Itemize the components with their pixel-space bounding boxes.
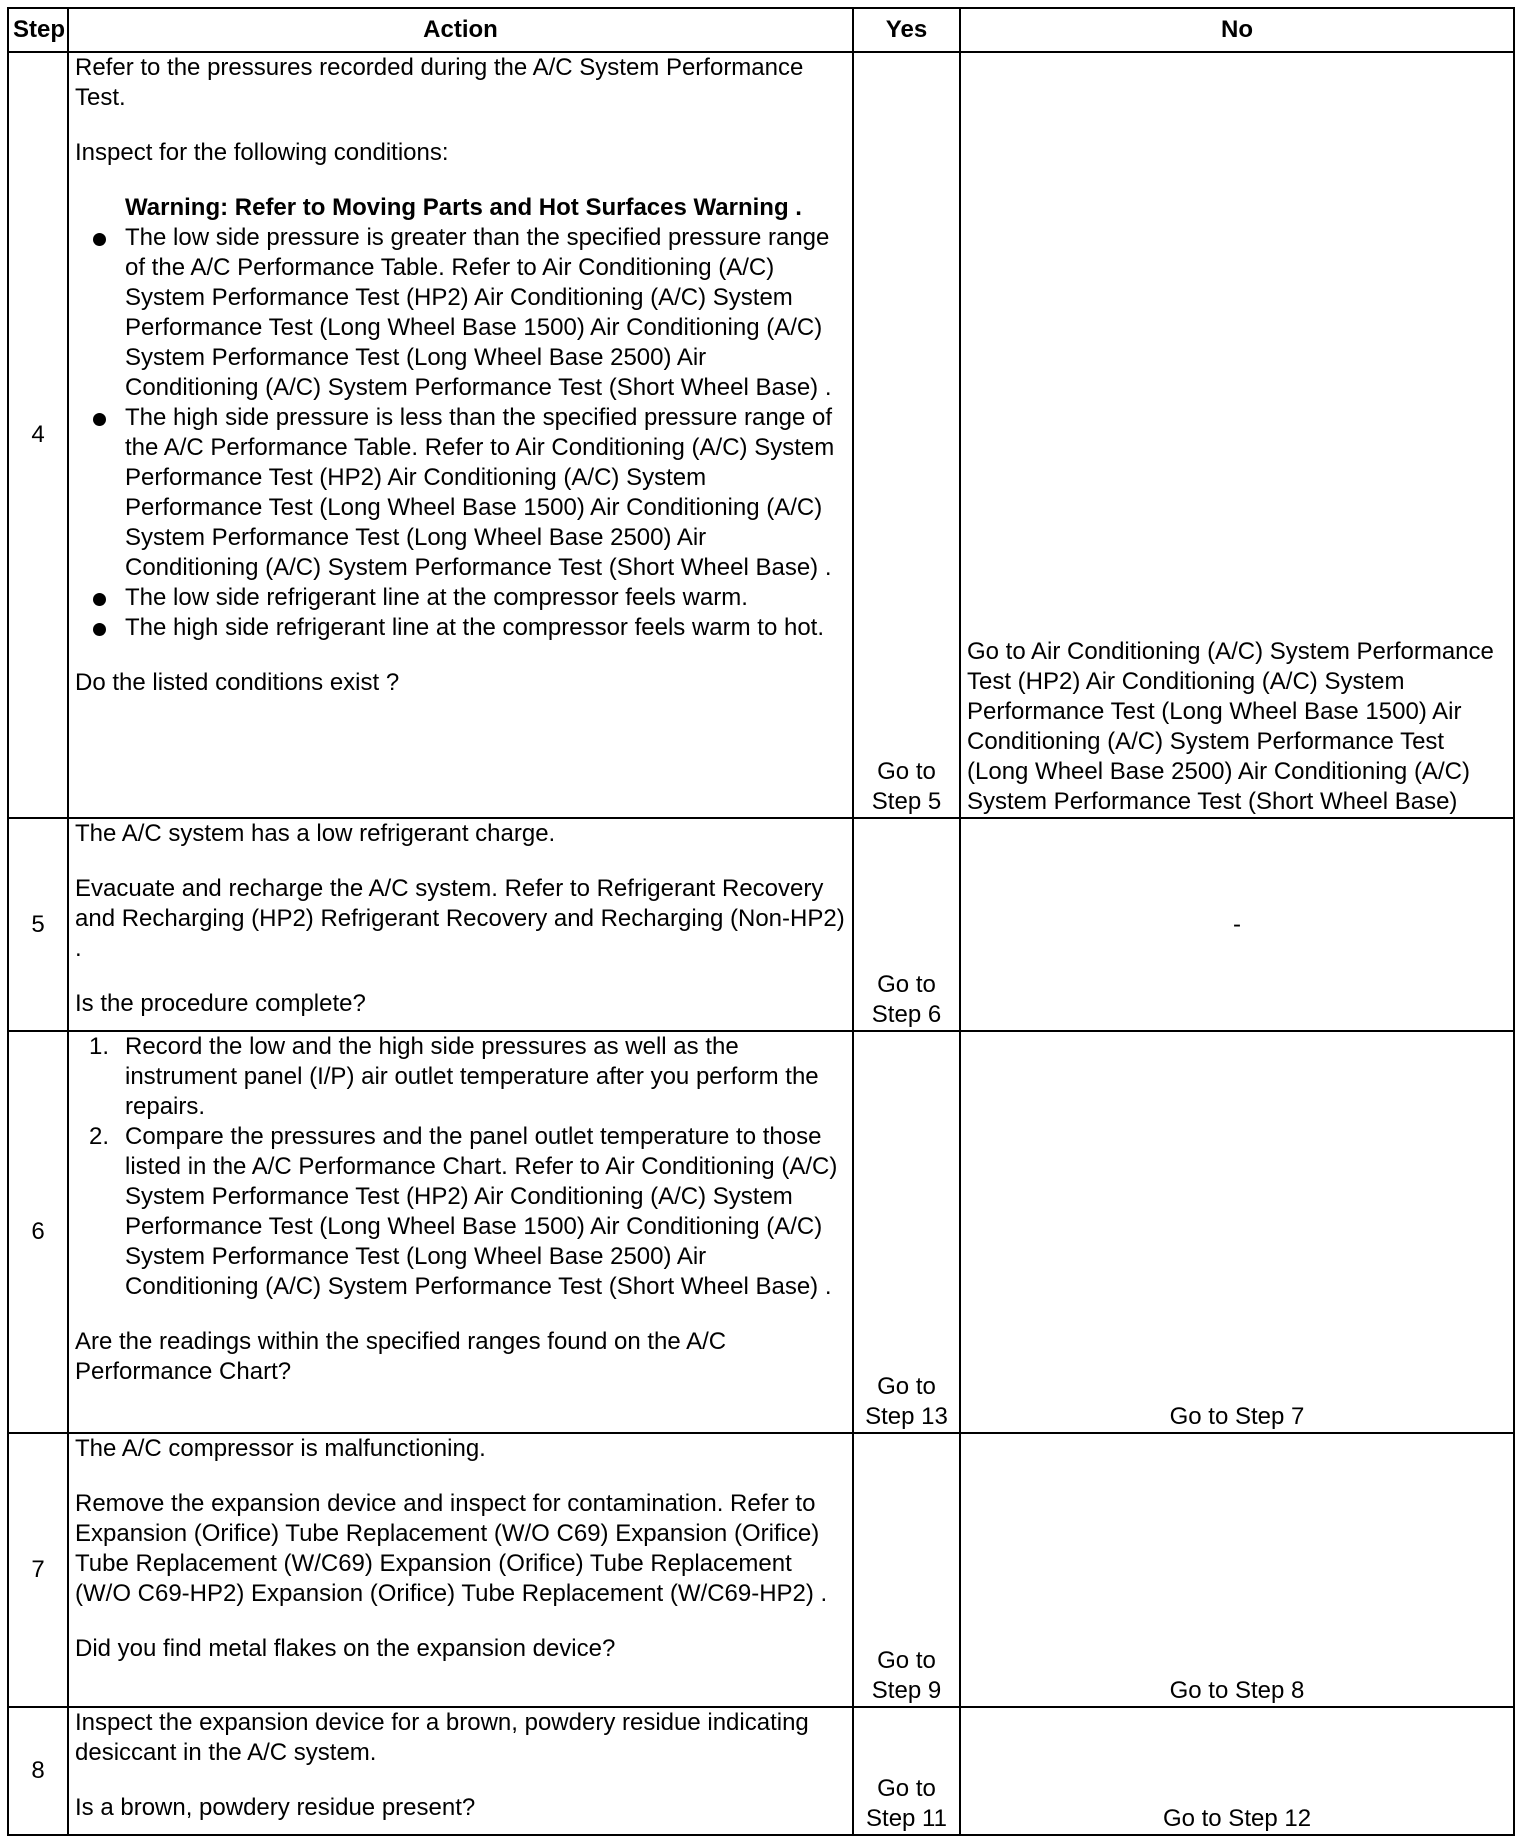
no-cell: -	[960, 818, 1514, 1031]
list-item	[75, 1122, 846, 1302]
step-number: 8	[8, 1707, 68, 1835]
header-no: No	[960, 8, 1514, 52]
list-item-text: The high side refrigerant line at the compressor feels warm to hot.	[125, 614, 824, 641]
no-cell: Go to Step 7	[960, 1031, 1514, 1433]
step-number: 4	[8, 52, 68, 818]
list-item	[75, 583, 846, 613]
list-item-number: 2.	[89, 1123, 110, 1150]
action-cell	[68, 1707, 853, 1835]
action-inspect: Inspect for the following conditions:	[75, 139, 449, 166]
list-item	[75, 1032, 846, 1122]
list-item-text: The low side pressure is greater than the specified pressure range of the A/C Performance Table. Refer to Air Conditioning (A/C) System Performance Test (HP2) Air Conditioning (A/C) System Performance Test (Long Wheel Base 1500) Air Conditioning (A/C) System Performance Test (Long Wheel Base 2500) Air Conditioning (A/C) System Performance Test (Short Wheel Base) .	[125, 224, 832, 401]
action-question: Did you find metal flakes on the expansion device?	[75, 1635, 616, 1662]
table-row	[8, 52, 1514, 818]
bullet-icon	[93, 413, 106, 426]
condition-list	[75, 223, 846, 643]
bullet-icon	[93, 623, 106, 636]
action-cell	[68, 818, 853, 1031]
table-row	[8, 818, 1514, 1031]
header-yes: Yes	[853, 8, 960, 52]
table-row	[8, 1031, 1514, 1433]
action-question: Are the readings within the specified ranges found on the A/C Performance Chart?	[75, 1328, 727, 1385]
list-item-text: Compare the pressures and the panel outlet temperature to those listed in the A/C Performance Chart. Refer to Air Conditioning (A/C) System Performance Test (HP2) Air Conditioning (A/C) System Performance Test (Long Wheel Base 1500) Air Conditioning (A/C) System Performance Test (Long Wheel Base 2500) Air Conditioning (A/C) System Performance Test (Short Wheel Base) .	[125, 1123, 838, 1300]
header-action: Action	[68, 8, 853, 52]
list-item-text: The low side refrigerant line at the compressor feels warm.	[125, 584, 748, 611]
list-item	[75, 403, 846, 583]
action-question: Do the listed conditions exist ?	[75, 669, 400, 696]
no-cell: Go to Step 8	[960, 1433, 1514, 1707]
table-row	[8, 1433, 1514, 1707]
yes-cell: Go to Step 13	[853, 1031, 960, 1433]
yes-cell: Go to Step 9	[853, 1433, 960, 1707]
header-row	[8, 8, 1514, 52]
header-step: Step	[8, 8, 68, 52]
yes-cell: Go to Step 11	[853, 1707, 960, 1835]
action-intro: Inspect the expansion device for a brown, powdery residue indicating desiccant in the A/C system.	[75, 1709, 809, 1766]
yes-cell: Go to Step 5	[853, 52, 960, 818]
yes-cell: Go to Step 6	[853, 818, 960, 1031]
bullet-icon	[93, 593, 106, 606]
procedure-list	[75, 1032, 846, 1302]
bullet-icon	[93, 233, 106, 246]
table-row	[8, 1707, 1514, 1835]
action-cell	[68, 1433, 853, 1707]
action-body: Remove the expansion device and inspect for contamination. Refer to Expansion (Orifice) Tube Replacement (W/O C69) Expansion (Orifice) Tube Replacement (W/C69) Expansion (Orifice) Tube Replacement (W/O C69-HP2) Expansion (Orifice) Tube Replacement (W/C69-HP2) .	[75, 1490, 828, 1607]
no-cell: Go to Step 12	[960, 1707, 1514, 1835]
action-body: Evacuate and recharge the A/C system. Refer to Refrigerant Recovery and Recharging (HP2) Refrigerant Recovery and Recharging (Non-HP2) .	[75, 875, 845, 962]
warning-text: Warning: Refer to Moving Parts and Hot Surfaces Warning .	[125, 194, 802, 221]
list-item	[75, 223, 846, 403]
action-cell	[68, 1031, 853, 1433]
action-intro: Refer to the pressures recorded during the A/C System Performance Test.	[75, 54, 804, 111]
no-cell: Go to Air Conditioning (A/C) System Performance Test (HP2) Air Conditioning (A/C) System Performance Test (Long Wheel Base 1500) Air Conditioning (A/C) System Performance Test (Long Wheel Base 2500) Air Conditioning (A/C) System Performance Test (Short Wheel Base)	[960, 52, 1514, 818]
list-item-text: Record the low and the high side pressures as well as the instrument panel (I/P) air outlet temperature after you perform the repairs.	[125, 1033, 819, 1120]
list-item-text: The high side pressure is less than the specified pressure range of the A/C Performance Table. Refer to Air Conditioning (A/C) System Performance Test (HP2) Air Conditioning (A/C) System Performance Test (Long Wheel Base 1500) Air Conditioning (A/C) System Performance Test (Long Wheel Base 2500) Air Conditioning (A/C) System Performance Test (Short Wheel Base) .	[125, 404, 835, 581]
action-cell	[68, 52, 853, 818]
action-question: Is the procedure complete?	[75, 990, 366, 1017]
step-number: 7	[8, 1433, 68, 1707]
diagnostic-table	[7, 7, 1515, 1836]
action-intro: The A/C compressor is malfunctioning.	[75, 1435, 486, 1462]
step-number: 5	[8, 818, 68, 1031]
action-question: Is a brown, powdery residue present?	[75, 1794, 476, 1821]
list-item	[75, 613, 846, 643]
action-intro: The A/C system has a low refrigerant charge.	[75, 820, 556, 847]
list-item-number: 1.	[89, 1033, 110, 1060]
step-number: 6	[8, 1031, 68, 1433]
